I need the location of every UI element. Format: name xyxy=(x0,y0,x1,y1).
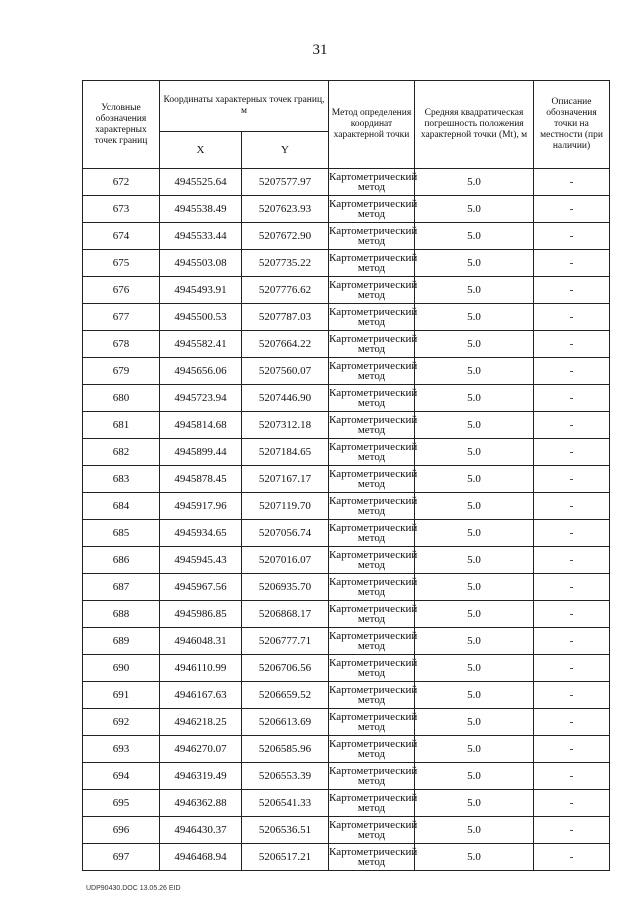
table-row xyxy=(83,547,610,574)
x-coordinate-cell: 4945723.94 xyxy=(160,385,242,412)
x-coordinate-cell: 4945538.49 xyxy=(160,196,242,223)
x-coordinate-cell: 4945582.41 xyxy=(160,331,242,358)
error-cell: 5.0 xyxy=(415,628,534,655)
description-cell: - xyxy=(534,520,610,547)
point-id-cell: 688 xyxy=(83,601,160,628)
point-id-cell: 684 xyxy=(83,493,160,520)
point-id-cell: 689 xyxy=(83,628,160,655)
error-cell: 5.0 xyxy=(415,790,534,817)
error-cell: 5.0 xyxy=(415,493,534,520)
description-cell: - xyxy=(534,736,610,763)
error-cell: 5.0 xyxy=(415,439,534,466)
y-coordinate-cell: 5206553.39 xyxy=(242,763,329,790)
x-coordinate-cell: 4945814.68 xyxy=(160,412,242,439)
description-cell: - xyxy=(534,277,610,304)
description-cell: - xyxy=(534,331,610,358)
table-row xyxy=(83,223,610,250)
description-cell: - xyxy=(534,655,610,682)
y-coordinate-cell: 5207184.65 xyxy=(242,439,329,466)
error-cell: 5.0 xyxy=(415,655,534,682)
y-coordinate-cell: 5206536.51 xyxy=(242,817,329,844)
description-cell: - xyxy=(534,601,610,628)
method-cell: Картометрический метод xyxy=(329,790,415,817)
table-row xyxy=(83,682,610,709)
description-cell: - xyxy=(534,817,610,844)
y-coordinate-cell: 5207577.97 xyxy=(242,169,329,196)
method-cell: Картометрический метод xyxy=(329,817,415,844)
error-cell: 5.0 xyxy=(415,196,534,223)
method-cell: Картометрический метод xyxy=(329,412,415,439)
x-coordinate-cell: 4945503.08 xyxy=(160,250,242,277)
method-cell: Картометрический метод xyxy=(329,439,415,466)
y-coordinate-cell: 5206517.21 xyxy=(242,844,329,871)
y-coordinate-cell: 5207664.22 xyxy=(242,331,329,358)
header-error: Средняя квадратическая погрешность положения характерной точки (Mt), м xyxy=(415,81,534,169)
point-id-cell: 680 xyxy=(83,385,160,412)
table-row xyxy=(83,763,610,790)
x-coordinate-cell: 4945945.43 xyxy=(160,547,242,574)
error-cell: 5.0 xyxy=(415,466,534,493)
table-row xyxy=(83,358,610,385)
error-cell: 5.0 xyxy=(415,574,534,601)
point-id-cell: 679 xyxy=(83,358,160,385)
description-cell: - xyxy=(534,682,610,709)
table-row xyxy=(83,520,610,547)
description-cell: - xyxy=(534,439,610,466)
error-cell: 5.0 xyxy=(415,358,534,385)
method-cell: Картометрический метод xyxy=(329,331,415,358)
method-cell: Картометрический метод xyxy=(329,223,415,250)
y-coordinate-cell: 5207560.07 xyxy=(242,358,329,385)
y-coordinate-cell: 5206585.96 xyxy=(242,736,329,763)
method-cell: Картометрический метод xyxy=(329,709,415,736)
error-cell: 5.0 xyxy=(415,304,534,331)
x-coordinate-cell: 4946430.37 xyxy=(160,817,242,844)
error-cell: 5.0 xyxy=(415,385,534,412)
x-coordinate-cell: 4945525.64 xyxy=(160,169,242,196)
table-row xyxy=(83,250,610,277)
method-cell: Картометрический метод xyxy=(329,466,415,493)
method-cell: Картометрический метод xyxy=(329,169,415,196)
y-coordinate-cell: 5207776.62 xyxy=(242,277,329,304)
x-coordinate-cell: 4946319.49 xyxy=(160,763,242,790)
table-row xyxy=(83,331,610,358)
table-row xyxy=(83,385,610,412)
point-id-cell: 696 xyxy=(83,817,160,844)
error-cell: 5.0 xyxy=(415,601,534,628)
x-coordinate-cell: 4945878.45 xyxy=(160,466,242,493)
error-cell: 5.0 xyxy=(415,223,534,250)
header-description: Описание обозначения точки на местности (при наличии) xyxy=(534,81,610,169)
coordinates-table xyxy=(82,80,610,871)
method-cell: Картометрический метод xyxy=(329,601,415,628)
error-cell: 5.0 xyxy=(415,682,534,709)
method-cell: Картометрический метод xyxy=(329,844,415,871)
point-id-cell: 690 xyxy=(83,655,160,682)
header-method: Метод определения координат характерной точки xyxy=(329,81,415,169)
method-cell: Картометрический метод xyxy=(329,277,415,304)
x-coordinate-cell: 4946270.07 xyxy=(160,736,242,763)
table-row xyxy=(83,412,610,439)
y-coordinate-cell: 5207446.90 xyxy=(242,385,329,412)
description-cell: - xyxy=(534,358,610,385)
table-row xyxy=(83,817,610,844)
y-coordinate-cell: 5206613.69 xyxy=(242,709,329,736)
table-row xyxy=(83,196,610,223)
description-cell: - xyxy=(534,385,610,412)
method-cell: Картометрический метод xyxy=(329,628,415,655)
header-coordinates: Координаты характерных точек границ, м xyxy=(160,81,329,132)
method-cell: Картометрический метод xyxy=(329,493,415,520)
point-id-cell: 682 xyxy=(83,439,160,466)
header-x: X xyxy=(160,132,242,169)
x-coordinate-cell: 4945917.96 xyxy=(160,493,242,520)
y-coordinate-cell: 5207672.90 xyxy=(242,223,329,250)
description-cell: - xyxy=(534,223,610,250)
x-coordinate-cell: 4945500.53 xyxy=(160,304,242,331)
table-row xyxy=(83,493,610,520)
error-cell: 5.0 xyxy=(415,844,534,871)
method-cell: Картометрический метод xyxy=(329,196,415,223)
document-footer: UDP90430.DOC 13.05.26 EID xyxy=(86,885,181,892)
y-coordinate-cell: 5207056.74 xyxy=(242,520,329,547)
point-id-cell: 685 xyxy=(83,520,160,547)
x-coordinate-cell: 4945493.91 xyxy=(160,277,242,304)
table-row xyxy=(83,466,610,493)
point-id-cell: 672 xyxy=(83,169,160,196)
y-coordinate-cell: 5206777.71 xyxy=(242,628,329,655)
point-id-cell: 677 xyxy=(83,304,160,331)
description-cell: - xyxy=(534,169,610,196)
method-cell: Картометрический метод xyxy=(329,682,415,709)
table-row xyxy=(83,655,610,682)
method-cell: Картометрический метод xyxy=(329,304,415,331)
description-cell: - xyxy=(534,628,610,655)
method-cell: Картометрический метод xyxy=(329,385,415,412)
header-y: Y xyxy=(242,132,329,169)
x-coordinate-cell: 4946218.25 xyxy=(160,709,242,736)
point-id-cell: 694 xyxy=(83,763,160,790)
description-cell: - xyxy=(534,574,610,601)
point-id-cell: 683 xyxy=(83,466,160,493)
y-coordinate-cell: 5207312.18 xyxy=(242,412,329,439)
y-coordinate-cell: 5207735.22 xyxy=(242,250,329,277)
y-coordinate-cell: 5206935.70 xyxy=(242,574,329,601)
method-cell: Картометрический метод xyxy=(329,250,415,277)
y-coordinate-cell: 5207623.93 xyxy=(242,196,329,223)
point-id-cell: 687 xyxy=(83,574,160,601)
table-row xyxy=(83,601,610,628)
method-cell: Картометрический метод xyxy=(329,547,415,574)
x-coordinate-cell: 4945656.06 xyxy=(160,358,242,385)
description-cell: - xyxy=(534,466,610,493)
method-cell: Картометрический метод xyxy=(329,763,415,790)
x-coordinate-cell: 4946468.94 xyxy=(160,844,242,871)
table-row xyxy=(83,439,610,466)
point-id-cell: 686 xyxy=(83,547,160,574)
description-cell: - xyxy=(534,250,610,277)
description-cell: - xyxy=(534,493,610,520)
error-cell: 5.0 xyxy=(415,331,534,358)
y-coordinate-cell: 5207119.70 xyxy=(242,493,329,520)
y-coordinate-cell: 5207167.17 xyxy=(242,466,329,493)
table-row xyxy=(83,709,610,736)
error-cell: 5.0 xyxy=(415,250,534,277)
point-id-cell: 693 xyxy=(83,736,160,763)
description-cell: - xyxy=(534,763,610,790)
description-cell: - xyxy=(534,844,610,871)
table-row xyxy=(83,169,610,196)
y-coordinate-cell: 5207787.03 xyxy=(242,304,329,331)
x-coordinate-cell: 4945986.85 xyxy=(160,601,242,628)
table-row xyxy=(83,844,610,871)
x-coordinate-cell: 4945934.65 xyxy=(160,520,242,547)
description-cell: - xyxy=(534,196,610,223)
y-coordinate-cell: 5206706.56 xyxy=(242,655,329,682)
method-cell: Картометрический метод xyxy=(329,574,415,601)
error-cell: 5.0 xyxy=(415,709,534,736)
description-cell: - xyxy=(534,547,610,574)
x-coordinate-cell: 4945967.56 xyxy=(160,574,242,601)
method-cell: Картометрический метод xyxy=(329,358,415,385)
table-row xyxy=(83,574,610,601)
error-cell: 5.0 xyxy=(415,736,534,763)
error-cell: 5.0 xyxy=(415,277,534,304)
error-cell: 5.0 xyxy=(415,169,534,196)
point-id-cell: 692 xyxy=(83,709,160,736)
description-cell: - xyxy=(534,304,610,331)
description-cell: - xyxy=(534,709,610,736)
point-id-cell: 697 xyxy=(83,844,160,871)
y-coordinate-cell: 5206868.17 xyxy=(242,601,329,628)
table-row xyxy=(83,790,610,817)
x-coordinate-cell: 4946048.31 xyxy=(160,628,242,655)
y-coordinate-cell: 5206659.52 xyxy=(242,682,329,709)
error-cell: 5.0 xyxy=(415,412,534,439)
error-cell: 5.0 xyxy=(415,763,534,790)
x-coordinate-cell: 4946110.99 xyxy=(160,655,242,682)
point-id-cell: 674 xyxy=(83,223,160,250)
description-cell: - xyxy=(534,412,610,439)
point-id-cell: 681 xyxy=(83,412,160,439)
error-cell: 5.0 xyxy=(415,520,534,547)
x-coordinate-cell: 4946167.63 xyxy=(160,682,242,709)
error-cell: 5.0 xyxy=(415,547,534,574)
point-id-cell: 691 xyxy=(83,682,160,709)
table-row xyxy=(83,628,610,655)
description-cell: - xyxy=(534,790,610,817)
point-id-cell: 676 xyxy=(83,277,160,304)
x-coordinate-cell: 4946362.88 xyxy=(160,790,242,817)
point-id-cell: 695 xyxy=(83,790,160,817)
error-cell: 5.0 xyxy=(415,817,534,844)
y-coordinate-cell: 5206541.33 xyxy=(242,790,329,817)
x-coordinate-cell: 4945899.44 xyxy=(160,439,242,466)
method-cell: Картометрический метод xyxy=(329,655,415,682)
point-id-cell: 675 xyxy=(83,250,160,277)
point-id-cell: 673 xyxy=(83,196,160,223)
method-cell: Картометрический метод xyxy=(329,520,415,547)
table-row xyxy=(83,304,610,331)
y-coordinate-cell: 5207016.07 xyxy=(242,547,329,574)
page-number: 31 xyxy=(312,42,328,58)
table-row xyxy=(83,277,610,304)
header-designation: Условные обозначения характерных точек границ xyxy=(83,81,160,169)
method-cell: Картометрический метод xyxy=(329,736,415,763)
table-row xyxy=(83,736,610,763)
point-id-cell: 678 xyxy=(83,331,160,358)
x-coordinate-cell: 4945533.44 xyxy=(160,223,242,250)
